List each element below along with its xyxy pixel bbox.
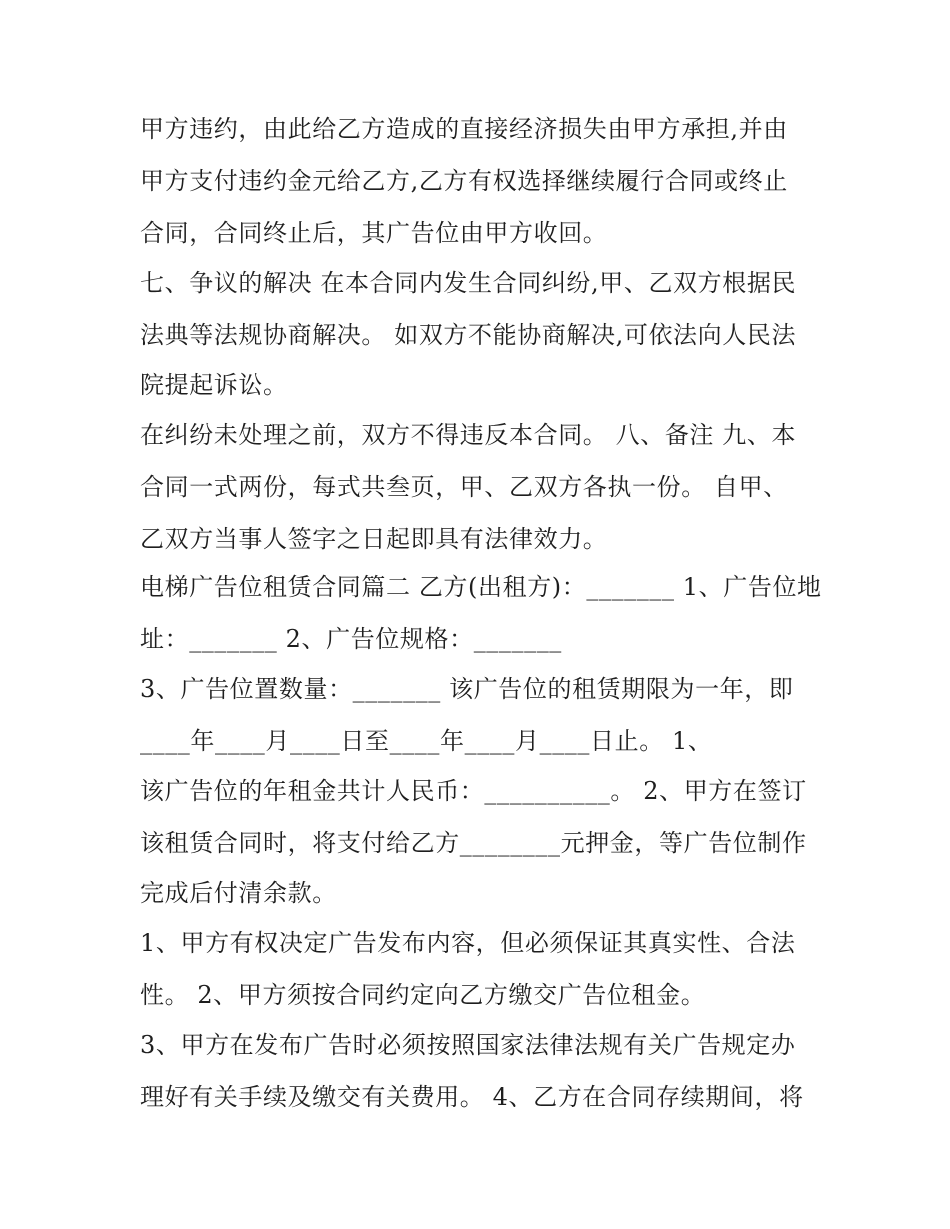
text-line: 理好有关手续及缴交有关费用。 4、乙方在合同存续期间，将 (140, 1083, 804, 1111)
text-line: 该租赁合同时，将支付给乙方________元押金，等广告位制作 (140, 829, 807, 857)
text-line: 该广告位的年租金共计人民币：__________。 2、甲方在签订 (140, 777, 807, 805)
text-line: 合同一式两份，每式共叁页，甲、乙双方各执一份。 自甲、 (140, 473, 788, 501)
text-line: 完成后付清余款。 (140, 879, 337, 907)
text-line: 在纠纷未处理之前，双方不得违反本合同。 八、备注 九、本 (140, 421, 797, 449)
text-line: 七、争议的解决 在本合同内发生合同纠纷,甲、乙双方根据民 (140, 269, 797, 297)
text-line: 甲方违约，由此给乙方造成的直接经济损失由甲方承担,并由 (140, 115, 788, 143)
text-line: 3、甲方在发布广告时必须按照国家法律法规有关广告规定办 (140, 1031, 796, 1059)
text-line: 1、甲方有权决定广告发布内容，但必须保证其真实性、合法 (140, 929, 796, 957)
text-line: ____年____月____日至____年____月____日止。 1、 (140, 727, 713, 755)
text-line: 法典等法规协商解决。 如双方不能协商解决,可依法向人民法 (140, 321, 797, 349)
text-line: 合同，合同终止后，其广告位由甲方收回。 (140, 219, 608, 247)
text-line: 甲方支付违约金元给乙方,乙方有权选择继续履行合同或终止 (140, 167, 788, 195)
text-line: 3、广告位置数量：_______ 该广告位的租赁期限为一年，即 (140, 675, 794, 703)
text-line: 址：_______ 2、广告位规格：_______ (140, 625, 562, 653)
text-line: 乙双方当事人签字之日起即具有法律效力。 (140, 525, 608, 553)
text-line: 院提起诉讼。 (140, 371, 288, 399)
text-line: 性。 2、甲方须按合同约定向乙方缴交广告位租金。 (140, 981, 706, 1009)
text-line: 电梯广告位租赁合同篇二 乙方(出租方)：_______ 1、广告位地 (140, 573, 822, 601)
